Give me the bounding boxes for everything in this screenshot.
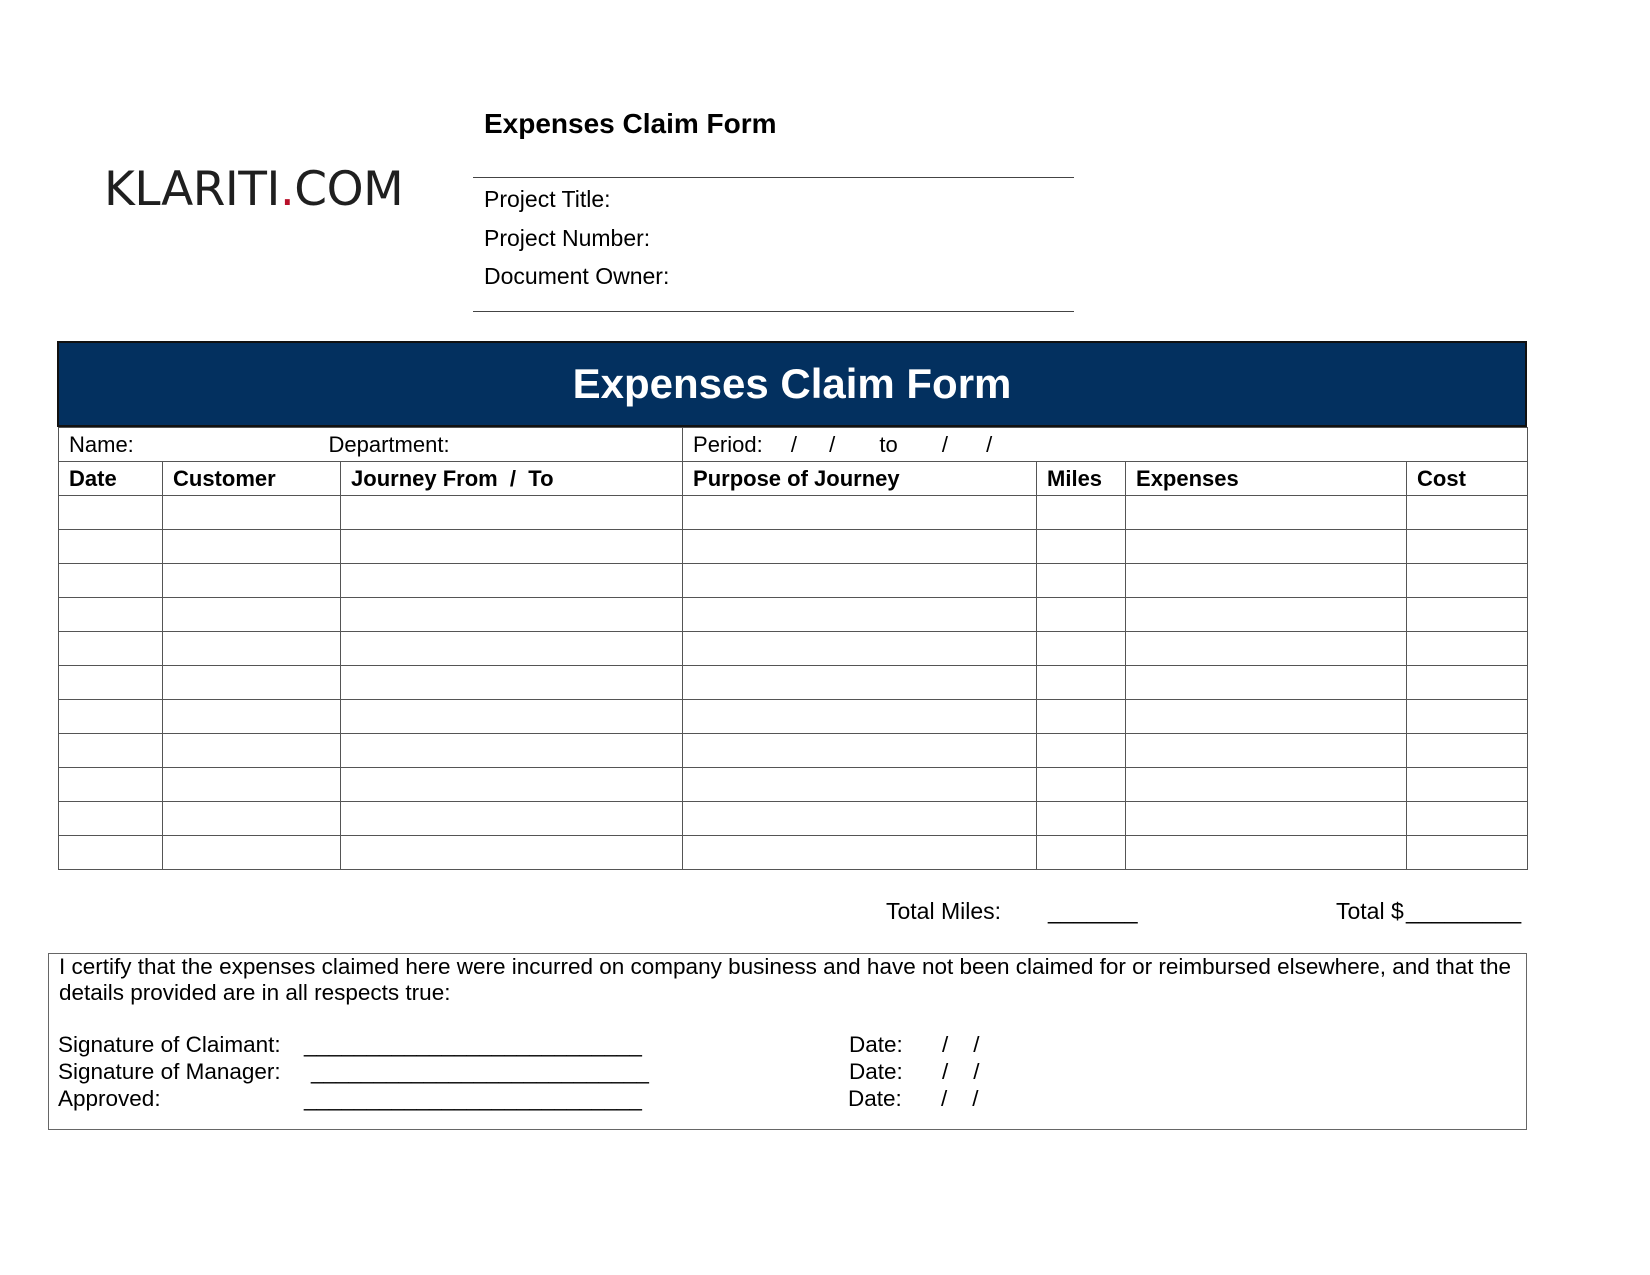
cell-miles[interactable] <box>1037 802 1126 836</box>
table-row <box>59 496 1528 530</box>
cell-expenses[interactable] <box>1126 666 1407 700</box>
certification-text: I certify that the expenses claimed here were incurred on company business and have not been claimed for or reimbursed elsewhere, and that the details provided are in all respects true: <box>59 954 1512 1005</box>
cell-miles[interactable] <box>1037 734 1126 768</box>
name-label: Name: <box>69 431 134 457</box>
cell-customer[interactable] <box>163 530 341 564</box>
total-cost-blank[interactable]: _________ <box>1406 898 1522 924</box>
cell-date[interactable] <box>59 530 163 564</box>
cell-purpose[interactable] <box>683 768 1037 802</box>
cell-purpose[interactable] <box>683 700 1037 734</box>
cell-cost[interactable] <box>1407 734 1528 768</box>
header-miles: Miles <box>1037 462 1126 496</box>
cell-purpose[interactable] <box>683 530 1037 564</box>
cell-date[interactable] <box>59 768 163 802</box>
cell-miles[interactable] <box>1037 530 1126 564</box>
klariti-logo: KLARITI.COM <box>104 162 404 217</box>
cell-cost[interactable] <box>1407 564 1528 598</box>
cell-date[interactable] <box>59 836 163 870</box>
cell-cost[interactable] <box>1407 768 1528 802</box>
cell-journey[interactable] <box>341 734 683 768</box>
project-title-label: Project Title: <box>484 186 611 212</box>
cell-purpose[interactable] <box>683 836 1037 870</box>
cell-expenses[interactable] <box>1126 530 1407 564</box>
cell-miles[interactable] <box>1037 700 1126 734</box>
banner-title: Expenses Claim Form <box>572 360 1012 407</box>
cell-customer[interactable] <box>163 564 341 598</box>
table-row <box>59 598 1528 632</box>
cell-cost[interactable] <box>1407 700 1528 734</box>
claimant-signature-line[interactable]: ___________________________ <box>304 1032 642 1057</box>
cell-cost[interactable] <box>1407 632 1528 666</box>
table-row <box>59 666 1528 700</box>
header-date: Date <box>59 462 163 496</box>
header-expenses: Expenses <box>1126 462 1407 496</box>
cell-journey[interactable] <box>341 768 683 802</box>
cell-miles[interactable] <box>1037 632 1126 666</box>
cell-purpose[interactable] <box>683 802 1037 836</box>
claimant-date-value[interactable]: / / <box>942 1032 980 1057</box>
cell-cost[interactable] <box>1407 496 1528 530</box>
cell-journey[interactable] <box>341 598 683 632</box>
table-row <box>59 836 1528 870</box>
cell-journey[interactable] <box>341 836 683 870</box>
cell-expenses[interactable] <box>1126 632 1407 666</box>
table-row <box>59 734 1528 768</box>
cell-journey[interactable] <box>341 802 683 836</box>
cell-customer[interactable] <box>163 598 341 632</box>
period-label: Period: <box>693 431 763 457</box>
cell-cost[interactable] <box>1407 598 1528 632</box>
approved-line[interactable]: ___________________________ <box>304 1086 642 1111</box>
cell-miles[interactable] <box>1037 598 1126 632</box>
table-row <box>59 530 1528 564</box>
cell-customer[interactable] <box>163 496 341 530</box>
cell-journey[interactable] <box>341 530 683 564</box>
cell-customer[interactable] <box>163 700 341 734</box>
cell-date[interactable] <box>59 666 163 700</box>
cell-cost[interactable] <box>1407 530 1528 564</box>
cell-journey[interactable] <box>341 632 683 666</box>
cell-date[interactable] <box>59 496 163 530</box>
cell-journey[interactable] <box>341 666 683 700</box>
cell-date[interactable] <box>59 632 163 666</box>
cell-expenses[interactable] <box>1126 496 1407 530</box>
cell-expenses[interactable] <box>1126 564 1407 598</box>
cell-date[interactable] <box>59 802 163 836</box>
cell-customer[interactable] <box>163 768 341 802</box>
cell-customer[interactable] <box>163 734 341 768</box>
cell-cost[interactable] <box>1407 802 1528 836</box>
cell-customer[interactable] <box>163 666 341 700</box>
claimant-signature-label: Signature of Claimant: <box>58 1032 281 1057</box>
project-number-label: Project Number: <box>484 225 651 251</box>
table-row <box>59 564 1528 598</box>
total-miles-blank[interactable]: _______ <box>1048 898 1138 924</box>
document-owner-label: Document Owner: <box>484 263 670 289</box>
total-cost-label: Total $ <box>1336 898 1404 924</box>
header-journey: Journey From / To <box>341 462 683 496</box>
cell-purpose[interactable] <box>683 598 1037 632</box>
cell-journey[interactable] <box>341 496 683 530</box>
cell-cost[interactable] <box>1407 666 1528 700</box>
department-label: Department: <box>328 431 450 457</box>
cell-miles[interactable] <box>1037 768 1126 802</box>
table-row <box>59 700 1528 734</box>
cell-journey[interactable] <box>341 700 683 734</box>
table-row <box>59 802 1528 836</box>
header-purpose: Purpose of Journey <box>683 462 1037 496</box>
period-field[interactable]: Period: / / to / / <box>683 428 1528 462</box>
total-miles-label: Total Miles: <box>886 898 1002 924</box>
cell-expenses[interactable] <box>1126 836 1407 870</box>
cell-customer[interactable] <box>163 632 341 666</box>
cell-miles[interactable] <box>1037 836 1126 870</box>
cell-cost[interactable] <box>1407 836 1528 870</box>
approved-label: Approved: <box>58 1086 161 1111</box>
header-top-rule <box>473 177 1074 178</box>
header-cost: Cost <box>1407 462 1528 496</box>
header-customer: Customer <box>163 462 341 496</box>
manager-date-value[interactable]: / / <box>942 1059 980 1084</box>
claimant-date-label: Date: <box>849 1032 903 1057</box>
cell-purpose[interactable] <box>683 734 1037 768</box>
cell-expenses[interactable] <box>1126 700 1407 734</box>
form-banner <box>57 341 1527 427</box>
header-title: Expenses Claim Form <box>484 108 777 139</box>
cell-date[interactable] <box>59 700 163 734</box>
cell-date[interactable] <box>59 598 163 632</box>
approved-date-value[interactable]: / / <box>941 1086 979 1111</box>
cell-purpose[interactable] <box>683 666 1037 700</box>
column-header-row <box>59 462 1528 496</box>
manager-date-label: Date: <box>849 1059 903 1084</box>
claimant-info-row <box>59 428 1528 462</box>
cell-purpose[interactable] <box>683 632 1037 666</box>
name-field[interactable] <box>59 428 341 462</box>
cell-expenses[interactable] <box>1126 768 1407 802</box>
cell-miles[interactable] <box>1037 496 1126 530</box>
cell-purpose[interactable] <box>683 564 1037 598</box>
cell-miles[interactable] <box>1037 564 1126 598</box>
cell-expenses[interactable] <box>1126 734 1407 768</box>
table-row <box>59 632 1528 666</box>
header-bottom-rule <box>473 311 1074 312</box>
cell-miles[interactable] <box>1037 666 1126 700</box>
department-field[interactable] <box>328 428 683 462</box>
cell-expenses[interactable] <box>1126 802 1407 836</box>
approved-date-label: Date: <box>848 1086 902 1111</box>
period-to: to <box>879 431 898 457</box>
cell-purpose[interactable] <box>683 496 1037 530</box>
cell-customer[interactable] <box>163 836 341 870</box>
expenses-table <box>58 427 1528 870</box>
cell-journey[interactable] <box>341 564 683 598</box>
cell-customer[interactable] <box>163 802 341 836</box>
manager-signature-label: Signature of Manager: <box>58 1059 281 1084</box>
manager-signature-line[interactable]: ___________________________ <box>311 1059 649 1084</box>
cell-date[interactable] <box>59 734 163 768</box>
cell-date[interactable] <box>59 564 163 598</box>
cell-expenses[interactable] <box>1126 598 1407 632</box>
table-row <box>59 768 1528 802</box>
